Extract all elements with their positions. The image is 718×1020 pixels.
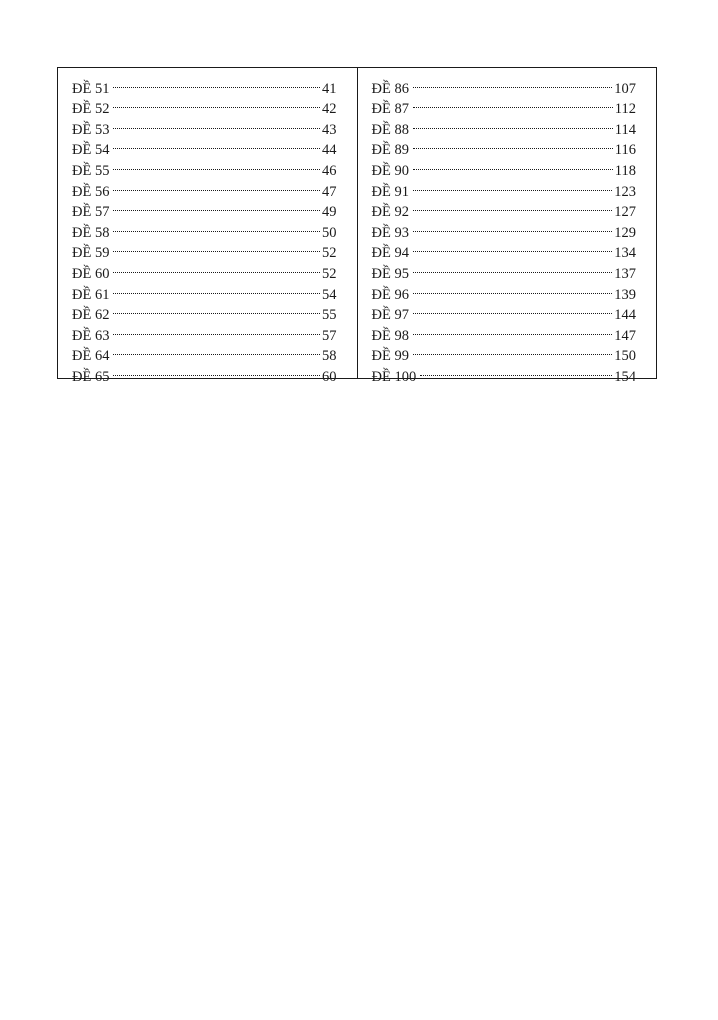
dot-leader	[413, 134, 613, 155]
dot-leader	[113, 360, 320, 381]
dot-leader	[113, 299, 320, 320]
toc-column-right	[357, 68, 657, 385]
toc-entry-page-number: 107	[614, 80, 636, 97]
dot-leader	[413, 257, 612, 278]
toc-entry-label: ĐỀ 56	[72, 183, 110, 200]
dot-leader	[413, 72, 612, 93]
toc-entry-label: ĐỀ 96	[371, 286, 409, 303]
dot-leader	[420, 360, 612, 381]
toc-entry-label: ĐỀ 91	[371, 183, 409, 200]
toc-entry[interactable]	[371, 72, 637, 97]
toc-entry-label: ĐỀ 98	[371, 327, 409, 344]
dot-leader	[113, 340, 320, 361]
toc-entry-page-number: 44	[322, 142, 337, 159]
toc-entry-page-number: 47	[322, 183, 337, 200]
toc-entry-label: ĐỀ 87	[371, 101, 409, 118]
dot-leader	[413, 175, 612, 196]
toc-entry-label: ĐỀ 62	[72, 307, 110, 324]
toc-entry-page-number: 54	[322, 286, 337, 303]
toc-entry-page-number: 112	[614, 101, 636, 118]
table-of-contents	[57, 67, 657, 385]
dot-leader	[413, 319, 612, 340]
toc-entry-page-number: 42	[322, 101, 337, 118]
toc-entry-label: ĐỀ 54	[72, 142, 110, 159]
toc-entry-page-number: 55	[322, 307, 337, 324]
dot-leader	[113, 278, 320, 299]
toc-entry-page-number: 154	[614, 368, 636, 385]
toc-entry-label: ĐỀ 94	[371, 245, 409, 262]
toc-entry-page-number: 127	[614, 204, 636, 221]
toc-entry-label: ĐỀ 88	[371, 121, 409, 138]
toc-entry[interactable]	[72, 72, 337, 97]
toc-entry-page-number: 49	[322, 204, 337, 221]
toc-entry-page-number: 46	[322, 162, 337, 179]
toc-entry-page-number: 57	[322, 327, 337, 344]
toc-entry-label: ĐỀ 100	[371, 368, 417, 385]
toc-entry-label: ĐỀ 99	[371, 348, 409, 365]
dot-leader	[413, 93, 613, 114]
toc-entry-page-number: 150	[614, 348, 636, 365]
dot-leader	[113, 175, 320, 196]
toc-entry-label: ĐỀ 52	[72, 101, 110, 118]
toc-entry-label: ĐỀ 65	[72, 368, 110, 385]
toc-entry-label: ĐỀ 95	[371, 265, 409, 282]
toc-entry-page-number: 60	[322, 368, 337, 385]
dot-leader	[413, 113, 613, 134]
toc-entry-page-number: 134	[614, 245, 636, 262]
toc-entry-page-number: 50	[322, 224, 337, 241]
toc-entry-label: ĐỀ 89	[371, 142, 409, 159]
dot-leader	[113, 154, 320, 175]
dot-leader	[413, 299, 612, 320]
dot-leader	[113, 134, 320, 155]
toc-entry-page-number: 144	[614, 307, 636, 324]
dot-leader	[113, 196, 320, 217]
toc-entry-page-number: 139	[614, 286, 636, 303]
toc-entry-page-number: 129	[614, 224, 636, 241]
toc-entry-label: ĐỀ 92	[371, 204, 409, 221]
toc-entry-page-number: 147	[614, 327, 636, 344]
toc-entry-page-number: 118	[614, 162, 636, 179]
toc-entry-label: ĐỀ 57	[72, 204, 110, 221]
toc-entry-label: ĐỀ 93	[371, 224, 409, 241]
toc-entry-label: ĐỀ 60	[72, 265, 110, 282]
dot-leader	[413, 196, 612, 217]
toc-entry-label: ĐỀ 61	[72, 286, 110, 303]
dot-leader	[413, 278, 612, 299]
toc-column-left	[58, 68, 357, 385]
dot-leader	[113, 319, 320, 340]
toc-entry-label: ĐỀ 90	[371, 162, 409, 179]
toc-entry-label: ĐỀ 64	[72, 348, 110, 365]
toc-entry-label: ĐỀ 51	[72, 80, 110, 97]
toc-entry-page-number: 114	[614, 121, 636, 138]
toc-entry-page-number: 43	[322, 121, 337, 138]
dot-leader	[413, 340, 612, 361]
toc-entry-label: ĐỀ 53	[72, 121, 110, 138]
dot-leader	[113, 237, 320, 258]
dot-leader	[413, 154, 613, 175]
toc-entry-label: ĐỀ 59	[72, 245, 110, 262]
toc-entry-label: ĐỀ 63	[72, 327, 110, 344]
toc-entry-label: ĐỀ 97	[371, 307, 409, 324]
toc-entry-page-number: 52	[322, 265, 337, 282]
toc-entry-page-number: 137	[614, 265, 636, 282]
toc-entry-page-number: 41	[322, 80, 337, 97]
dot-leader	[113, 113, 320, 134]
toc-entry-page-number: 123	[614, 183, 636, 200]
dot-leader	[113, 72, 320, 93]
toc-entry-page-number: 116	[614, 142, 636, 159]
dot-leader	[113, 93, 320, 114]
toc-entry-label: ĐỀ 86	[371, 80, 409, 97]
toc-entry-page-number: 52	[322, 245, 337, 262]
toc-entry-label: ĐỀ 55	[72, 162, 110, 179]
dot-leader	[113, 216, 320, 237]
dot-leader	[113, 257, 320, 278]
dot-leader	[413, 237, 612, 258]
toc-entry-label: ĐỀ 58	[72, 224, 110, 241]
toc-entry-page-number: 58	[322, 348, 337, 365]
dot-leader	[413, 216, 612, 237]
